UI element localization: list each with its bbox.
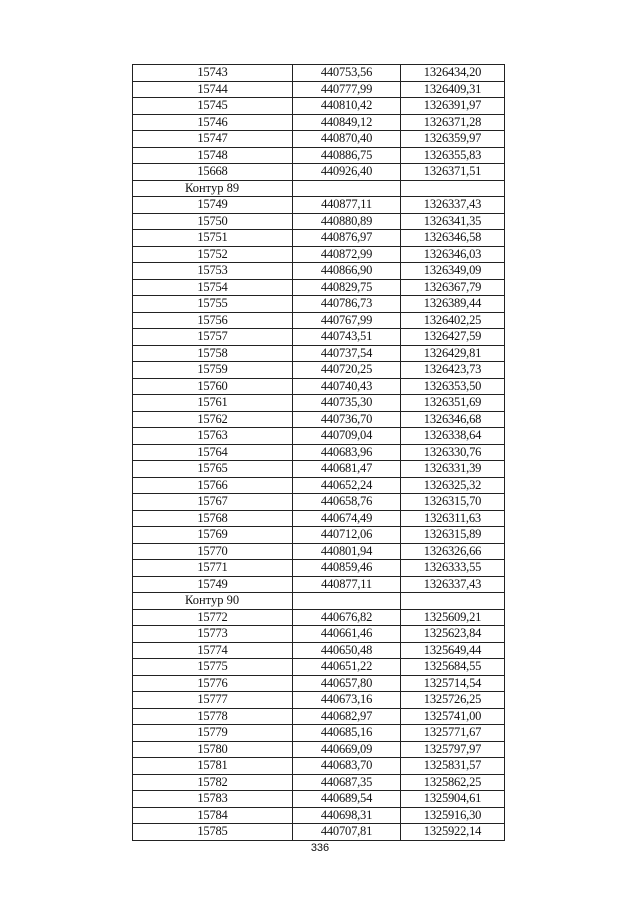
- x-coordinate-cell: 440743,51: [293, 329, 401, 346]
- table-row: [133, 65, 505, 82]
- point-number-cell: 15746: [133, 114, 293, 131]
- empty-cell: [293, 593, 401, 610]
- point-number-cell: 15767: [133, 494, 293, 511]
- table-row: [133, 395, 505, 412]
- table-row: [133, 510, 505, 527]
- point-number-cell: 15750: [133, 213, 293, 230]
- page-number: 336: [310, 842, 330, 854]
- point-number-cell: 15751: [133, 230, 293, 247]
- table-row: [133, 659, 505, 676]
- x-coordinate-cell: 440673,16: [293, 692, 401, 709]
- table-row: [133, 692, 505, 709]
- table-row: [133, 411, 505, 428]
- table-row: [133, 675, 505, 692]
- x-coordinate-cell: 440926,40: [293, 164, 401, 181]
- table-row: [133, 345, 505, 362]
- point-number-cell: 15768: [133, 510, 293, 527]
- coordinates-table-body: [133, 65, 505, 841]
- x-coordinate-cell: 440870,40: [293, 131, 401, 148]
- y-coordinate-cell: 1326333,55: [401, 560, 505, 577]
- table-row: [133, 329, 505, 346]
- y-coordinate-cell: 1326315,70: [401, 494, 505, 511]
- section-row: [133, 593, 505, 610]
- point-number-cell: 15748: [133, 147, 293, 164]
- point-number-cell: 15668: [133, 164, 293, 181]
- y-coordinate-cell: 1326427,59: [401, 329, 505, 346]
- point-number-cell: 15762: [133, 411, 293, 428]
- point-number-cell: 15773: [133, 626, 293, 643]
- table-row: [133, 98, 505, 115]
- point-number-cell: 15775: [133, 659, 293, 676]
- x-coordinate-cell: 440681,47: [293, 461, 401, 478]
- x-coordinate-cell: 440661,46: [293, 626, 401, 643]
- empty-cell: [293, 180, 401, 197]
- point-number-cell: 15779: [133, 725, 293, 742]
- x-coordinate-cell: 440707,81: [293, 824, 401, 841]
- section-label: Контур 90: [133, 593, 293, 610]
- x-coordinate-cell: 440682,97: [293, 708, 401, 725]
- table-row: [133, 197, 505, 214]
- x-coordinate-cell: 440720,25: [293, 362, 401, 379]
- x-coordinate-cell: 440676,82: [293, 609, 401, 626]
- point-number-cell: 15781: [133, 758, 293, 775]
- point-number-cell: 15764: [133, 444, 293, 461]
- point-number-cell: 15760: [133, 378, 293, 395]
- table-row: [133, 774, 505, 791]
- x-coordinate-cell: 440683,70: [293, 758, 401, 775]
- point-number-cell: 15763: [133, 428, 293, 445]
- point-number-cell: 15782: [133, 774, 293, 791]
- point-number-cell: 15771: [133, 560, 293, 577]
- x-coordinate-cell: 440767,99: [293, 312, 401, 329]
- y-coordinate-cell: 1326371,28: [401, 114, 505, 131]
- y-coordinate-cell: 1325726,25: [401, 692, 505, 709]
- x-coordinate-cell: 440777,99: [293, 81, 401, 98]
- y-coordinate-cell: 1326409,31: [401, 81, 505, 98]
- y-coordinate-cell: 1326346,03: [401, 246, 505, 263]
- y-coordinate-cell: 1325649,44: [401, 642, 505, 659]
- x-coordinate-cell: 440698,31: [293, 807, 401, 824]
- point-number-cell: 15749: [133, 576, 293, 593]
- x-coordinate-cell: 440801,94: [293, 543, 401, 560]
- x-coordinate-cell: 440829,75: [293, 279, 401, 296]
- table-row: [133, 81, 505, 98]
- table-row: [133, 461, 505, 478]
- x-coordinate-cell: 440877,11: [293, 197, 401, 214]
- x-coordinate-cell: 440657,80: [293, 675, 401, 692]
- y-coordinate-cell: 1326423,73: [401, 362, 505, 379]
- y-coordinate-cell: 1325916,30: [401, 807, 505, 824]
- x-coordinate-cell: 440652,24: [293, 477, 401, 494]
- table-row: [133, 312, 505, 329]
- empty-cell: [401, 180, 505, 197]
- x-coordinate-cell: 440786,73: [293, 296, 401, 313]
- x-coordinate-cell: 440650,48: [293, 642, 401, 659]
- y-coordinate-cell: 1325922,14: [401, 824, 505, 841]
- y-coordinate-cell: 1326341,35: [401, 213, 505, 230]
- point-number-cell: 15744: [133, 81, 293, 98]
- table-row: [133, 263, 505, 280]
- table-row: [133, 279, 505, 296]
- y-coordinate-cell: 1325623,84: [401, 626, 505, 643]
- x-coordinate-cell: 440880,89: [293, 213, 401, 230]
- coordinates-table: [132, 64, 505, 841]
- point-number-cell: 15759: [133, 362, 293, 379]
- x-coordinate-cell: 440658,76: [293, 494, 401, 511]
- table-row: [133, 378, 505, 395]
- x-coordinate-cell: 440877,11: [293, 576, 401, 593]
- table-row: [133, 741, 505, 758]
- table-row: [133, 213, 505, 230]
- point-number-cell: 15758: [133, 345, 293, 362]
- y-coordinate-cell: 1326349,09: [401, 263, 505, 280]
- table-row: [133, 494, 505, 511]
- table-row: [133, 576, 505, 593]
- table-row: [133, 527, 505, 544]
- x-coordinate-cell: 440876,97: [293, 230, 401, 247]
- table-row: [133, 791, 505, 808]
- y-coordinate-cell: 1325714,54: [401, 675, 505, 692]
- x-coordinate-cell: 440685,16: [293, 725, 401, 742]
- point-number-cell: 15772: [133, 609, 293, 626]
- table-row: [133, 758, 505, 775]
- point-number-cell: 15757: [133, 329, 293, 346]
- y-coordinate-cell: 1326346,58: [401, 230, 505, 247]
- point-number-cell: 15765: [133, 461, 293, 478]
- x-coordinate-cell: 440651,22: [293, 659, 401, 676]
- section-label: Контур 89: [133, 180, 293, 197]
- y-coordinate-cell: 1325771,67: [401, 725, 505, 742]
- table-row: [133, 609, 505, 626]
- table-row: [133, 626, 505, 643]
- point-number-cell: 15769: [133, 527, 293, 544]
- y-coordinate-cell: 1325741,00: [401, 708, 505, 725]
- x-coordinate-cell: 440712,06: [293, 527, 401, 544]
- x-coordinate-cell: 440859,46: [293, 560, 401, 577]
- y-coordinate-cell: 1326355,83: [401, 147, 505, 164]
- point-number-cell: 15754: [133, 279, 293, 296]
- x-coordinate-cell: 440669,09: [293, 741, 401, 758]
- x-coordinate-cell: 440709,04: [293, 428, 401, 445]
- point-number-cell: 15778: [133, 708, 293, 725]
- y-coordinate-cell: 1325862,25: [401, 774, 505, 791]
- point-number-cell: 15747: [133, 131, 293, 148]
- point-number-cell: 15780: [133, 741, 293, 758]
- section-row: [133, 180, 505, 197]
- y-coordinate-cell: 1326315,89: [401, 527, 505, 544]
- x-coordinate-cell: 440849,12: [293, 114, 401, 131]
- y-coordinate-cell: 1326351,69: [401, 395, 505, 412]
- point-number-cell: 15770: [133, 543, 293, 560]
- table-row: [133, 246, 505, 263]
- y-coordinate-cell: 1326391,97: [401, 98, 505, 115]
- x-coordinate-cell: 440740,43: [293, 378, 401, 395]
- table-row: [133, 477, 505, 494]
- x-coordinate-cell: 440753,56: [293, 65, 401, 82]
- table-row: [133, 114, 505, 131]
- y-coordinate-cell: 1326325,32: [401, 477, 505, 494]
- x-coordinate-cell: 440689,54: [293, 791, 401, 808]
- point-number-cell: 15766: [133, 477, 293, 494]
- table-row: [133, 807, 505, 824]
- point-number-cell: 15774: [133, 642, 293, 659]
- y-coordinate-cell: 1326346,68: [401, 411, 505, 428]
- table-row: [133, 164, 505, 181]
- y-coordinate-cell: 1326367,79: [401, 279, 505, 296]
- y-coordinate-cell: 1326337,43: [401, 576, 505, 593]
- table-row: [133, 642, 505, 659]
- x-coordinate-cell: 440810,42: [293, 98, 401, 115]
- y-coordinate-cell: 1326311,63: [401, 510, 505, 527]
- y-coordinate-cell: 1326337,43: [401, 197, 505, 214]
- table-row: [133, 560, 505, 577]
- x-coordinate-cell: 440886,75: [293, 147, 401, 164]
- y-coordinate-cell: 1325684,55: [401, 659, 505, 676]
- table-row: [133, 362, 505, 379]
- point-number-cell: 15783: [133, 791, 293, 808]
- table-row: [133, 725, 505, 742]
- point-number-cell: 15755: [133, 296, 293, 313]
- table-row: [133, 708, 505, 725]
- x-coordinate-cell: 440872,99: [293, 246, 401, 263]
- x-coordinate-cell: 440735,30: [293, 395, 401, 412]
- table-row: [133, 147, 505, 164]
- x-coordinate-cell: 440866,90: [293, 263, 401, 280]
- x-coordinate-cell: 440683,96: [293, 444, 401, 461]
- table-row: [133, 444, 505, 461]
- y-coordinate-cell: 1326434,20: [401, 65, 505, 82]
- x-coordinate-cell: 440674,49: [293, 510, 401, 527]
- x-coordinate-cell: 440687,35: [293, 774, 401, 791]
- y-coordinate-cell: 1326359,97: [401, 131, 505, 148]
- point-number-cell: 15753: [133, 263, 293, 280]
- x-coordinate-cell: 440737,54: [293, 345, 401, 362]
- y-coordinate-cell: 1326326,66: [401, 543, 505, 560]
- table-row: [133, 131, 505, 148]
- y-coordinate-cell: 1326353,50: [401, 378, 505, 395]
- y-coordinate-cell: 1326331,39: [401, 461, 505, 478]
- y-coordinate-cell: 1326371,51: [401, 164, 505, 181]
- point-number-cell: 15761: [133, 395, 293, 412]
- point-number-cell: 15776: [133, 675, 293, 692]
- y-coordinate-cell: 1325831,57: [401, 758, 505, 775]
- point-number-cell: 15749: [133, 197, 293, 214]
- table-row: [133, 824, 505, 841]
- table-row: [133, 230, 505, 247]
- point-number-cell: 15785: [133, 824, 293, 841]
- table-row: [133, 428, 505, 445]
- point-number-cell: 15745: [133, 98, 293, 115]
- empty-cell: [401, 593, 505, 610]
- x-coordinate-cell: 440736,70: [293, 411, 401, 428]
- point-number-cell: 15784: [133, 807, 293, 824]
- point-number-cell: 15756: [133, 312, 293, 329]
- y-coordinate-cell: 1326330,76: [401, 444, 505, 461]
- table-row: [133, 543, 505, 560]
- y-coordinate-cell: 1325904,61: [401, 791, 505, 808]
- y-coordinate-cell: 1326389,44: [401, 296, 505, 313]
- y-coordinate-cell: 1325609,21: [401, 609, 505, 626]
- y-coordinate-cell: 1326402,25: [401, 312, 505, 329]
- y-coordinate-cell: 1325797,97: [401, 741, 505, 758]
- point-number-cell: 15752: [133, 246, 293, 263]
- point-number-cell: 15777: [133, 692, 293, 709]
- y-coordinate-cell: 1326429,81: [401, 345, 505, 362]
- point-number-cell: 15743: [133, 65, 293, 82]
- y-coordinate-cell: 1326338,64: [401, 428, 505, 445]
- table-row: [133, 296, 505, 313]
